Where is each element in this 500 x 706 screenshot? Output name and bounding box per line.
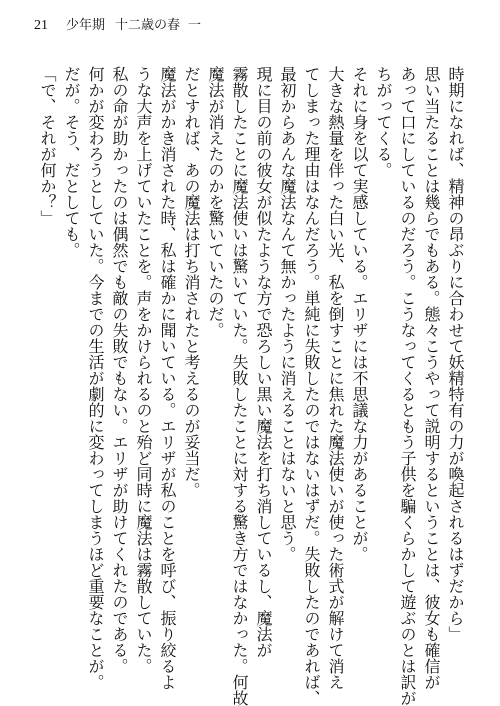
page-number: 21: [34, 18, 48, 33]
text-line: 現に目の前の彼女が似たような方で恐ろしい黒い魔法を打ち消しているし、魔法が: [254, 66, 273, 658]
text-line: うな大声を上げていたことを。声をかけられるのと殆ど同時に魔法は霧散していた。: [134, 66, 153, 674]
header-dash: 一: [188, 18, 202, 33]
text-line: それに身を以て実感している。エリザには不思議な力があることが。: [350, 66, 369, 562]
text-line: ちがってくる。: [374, 66, 393, 178]
text-line: だとすれば、あの魔法は打ち消されたと考えるのが妥当だ。: [182, 66, 201, 498]
chapter-title: 少年期: [66, 18, 106, 33]
text-line: てしまった理由はなんだろう。単純に失敗したのではないはずだ。失敗したのであれば、: [302, 66, 321, 706]
running-header: [34, 14, 201, 34]
vertical-body-text: [0, 44, 500, 706]
text-line: 私の命が助かったのは偶然でも敵の失敗でもない。エリザが助けてくれたのである。: [110, 66, 129, 674]
text-line: 思い当たることは幾らでもある。態々こうやって説明するということは、彼女も確信が: [422, 66, 441, 690]
section-title: 十二歳の春: [115, 18, 181, 33]
text-line: 魔法がかき消された時、私は確かに聞いている。エリザが私のことを呼び、振り絞るよ: [158, 66, 177, 690]
text-line: だが。そう、だとしても。: [62, 66, 81, 258]
text-line: 時期になれば、精神の昂ぶりに合わせて妖精特有の力が喚起されるはずだから」: [446, 66, 465, 642]
text-line: 魔法が消えたのかを驚いていたのだ。: [206, 66, 225, 338]
text-line: あって口にしているのだろう。こうなってくるともう子供を騙くらかして遊ぶのとは訳が: [398, 66, 417, 706]
text-line: 大きな熱量を伴った白い光、私を倒すことに焦れた魔法使いが使った術式が解けて消え: [326, 66, 345, 690]
text-line: 霧散したことに魔法使いは驚いていた。失敗したことに対する驚き方ではなかった。何故: [230, 66, 249, 706]
text-line: 何かが変わろうとしていた。今までの生活が劇的に変わってしまうほど重要なことが。: [86, 66, 105, 690]
text-line: 最初からあんな魔法なんて無かったように消えることはないと思う。: [278, 66, 297, 562]
text-line: 「で、それが何か？」: [38, 66, 57, 226]
